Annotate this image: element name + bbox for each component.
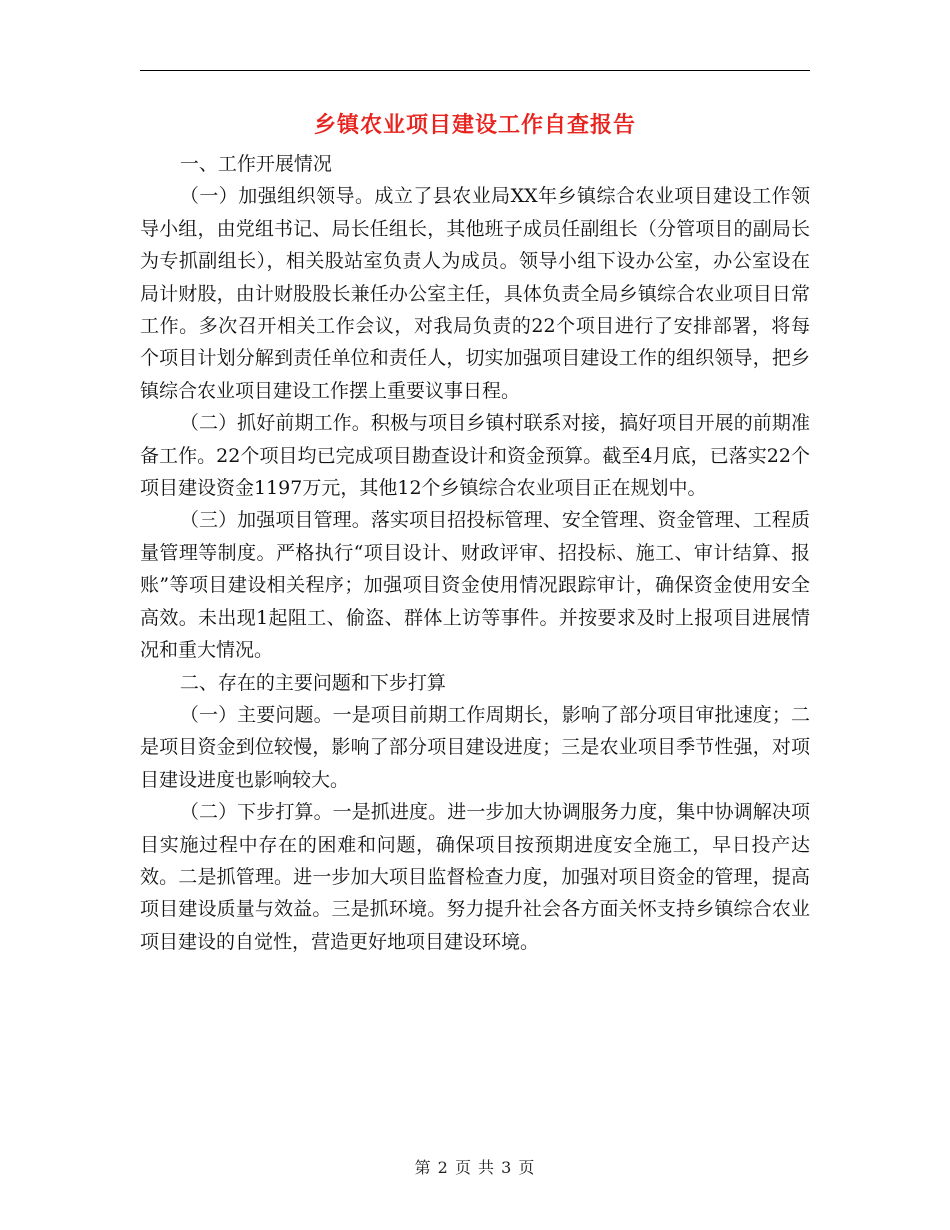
- section-heading-2: 二、存在的主要问题和下步打算: [179, 671, 446, 694]
- paragraph-organization: （一）加强组织领导。成立了县农业局XX年乡镇综合农业项目建设工作领导小组，由党组书记、局长任组长，其他班子成员任副组长（分管项目的副局长为专抓副组长），相关股站室负责人为成员。领导小组下设办公室，办公室设在局计财股，由计财股股长兼任办公室主任，具体负责全局乡镇综合农业项目日常工作。多次召开相关工作会议，对我局负责的22个项目进行了安排部署，将每个项目计划分解到责任单位和责任人，切实加强项目建设工作的组织领导，把乡镇综合农业项目建设工作摆上重要议事日程。: [140, 185, 810, 402]
- section-heading-1: 一、工作开展情况: [179, 153, 332, 175]
- header-rule: [140, 70, 810, 71]
- document-body: [140, 148, 810, 958]
- paragraph-next-steps: （二）下步打算。一是抓进度。进一步加大协调服务力度，集中协调解决项目实施过程中存在的困难和问题，确保项目按预期进度安全施工，早日投产达效。二是抓管理。进一步加大项目监督检查力度，加强对项目资金的管理，提高项目建设质量与效益。三是抓环境。努力提升社会各方面关怀支持乡镇综合农业项目建设的自觉性，营造更好地项目建设环境。: [140, 801, 810, 953]
- paragraph-preparation: （二）抓好前期工作。积极与项目乡镇村联系对接，搞好项目开展的前期准备工作。22个项目均已完成项目勘查设计和资金预算。截至4月底，已落实22个项目建设资金1197万元，其他12个乡镇综合农业项目正在规划中。: [140, 412, 810, 500]
- document-title: 乡镇农业项目建设工作自查报告: [313, 112, 636, 138]
- paragraph-problems: （一）主要问题。一是项目前期工作周期长，影响了部分项目审批速度；二是项目资金到位较慢，影响了部分项目建设进度；三是农业项目季节性强，对项目建设进度也影响较大。: [140, 703, 810, 791]
- paragraph-management: （三）加强项目管理。落实项目招投标管理、安全管理、资金管理、工程质量管理等制度。严格执行“项目设计、财政评审、招投标、施工、审计结算、报账”等项目建设相关程序；加强项目资金使用情况跟踪审计，确保资金使用安全高效。未出现1起阻工、偷盗、群体上访等事件。并按要求及时上报项目进展情况和重大情况。: [140, 509, 810, 662]
- page-footer: 第 2 页 共 3 页: [414, 1158, 536, 1177]
